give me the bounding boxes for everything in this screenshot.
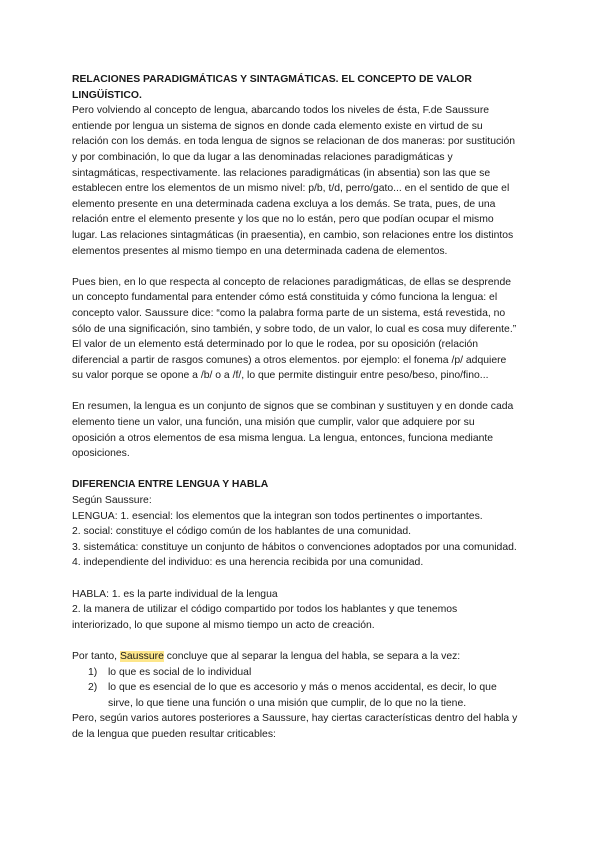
closing-paragraph: Pero, según varios autores posteriores a Saussure, hay ciertas características dentro del habla y de la lengua que pueden resultar criticables:: [72, 713, 518, 740]
section-heading-relaciones: RELACIONES PARADIGMÁTICAS Y SINTAGMÁTICAS. EL CONCEPTO DE VALOR LINGÜÍSTICO.: [72, 74, 472, 101]
intro-segun-saussure: Según Saussure:: [72, 495, 152, 507]
list-item-number: 2): [88, 682, 98, 694]
list-item: [88, 680, 518, 711]
document-body: [72, 72, 518, 743]
conclusion-pre: Por tanto,: [72, 650, 120, 662]
list-item-text: lo que es social de lo individual: [108, 666, 252, 678]
separation-list: [72, 665, 518, 712]
habla-item-1: HABLA: 1. es la parte individual de la lengua: [72, 588, 278, 600]
lengua-item-1: LENGUA: 1. esencial: los elementos que la integran son todos pertinentes o importantes.: [72, 510, 483, 522]
lengua-item-4: 4. independiente del individuo: es una herencia recibida por una comunidad.: [72, 557, 424, 569]
list-item-text: lo que es esencial de lo que es accesorio y más o menos accidental, es decir, lo que sirve, lo que tiene una función o una misión que cumplir, de lo que no la tiene.: [108, 682, 497, 709]
conclusion-post: concluye que al separar la lengua del habla, se separa a la vez:: [163, 650, 461, 662]
paragraph-resumen: En resumen, la lengua es un conjunto de signos que se combinan y sustituyen y en donde cada elemento tiene un valor, una función, una misión que cumplir, valor que adquiere por su oposición a otros elementos de esa misma lengua. La lengua, entonces, funciona mediante oposiciones.: [72, 401, 514, 460]
conclusion-paragraph: [72, 649, 518, 665]
paragraph-lengua-sistema: Pero volviendo al concepto de lengua, abarcando todos los niveles de ésta, F.de Saussure entiende por lengua un sistema de signos en donde cada elemento existe en virtud de su relación con los demás. en toda lengua de signos se relacionan de dos maneras: por sustitución y por combinación, lo que da lugar a las denominadas relaciones paradigmáticas y sintagmáticas, respectivamente. las relaciones paradigmáticas (in absentia) son las que se establecen entre los elementos de un mismo nivel: p/b, t/d, perro/gato... en el sentido de que el elemento presente en una determinada cadena excluya a los demás. Se trata, pues, de una relación entre el elemento presente y los que no lo están, pero que podían ocupar el mismo lugar. Las relaciones sintagmáticas (in praesentia), en cambio, son relaciones entre los distintos elementos presentes al mismo tiempo en una determinada cadena de elementos.: [72, 105, 516, 257]
paragraph-concepto-valor: Pues bien, en lo que respecta al concepto de relaciones paradigmáticas, de ellas se desprende un concepto fundamental para entender cómo está constituida y cómo funciona la lengua: el concepto valor. Saussure dice: “como la palabra forma parte de un sistema, está revestida, no sólo de una significación, sino también, y sobre todo, de un valor, lo cual es cosa muy diferente.” El valor de un elemento está determinado por lo que le rodea, por su oposición (relación diferencial a partir de rasgos comunes) a otros elementos. por ejemplo: el fonema /p/ adquiere su valor porque se opone a /b/ o a /f/, lo que permite distinguir entre peso/beso, pino/fino...: [72, 276, 517, 382]
lengua-item-2: 2. social: constituye el código común de los hablantes de una comunidad.: [72, 526, 412, 538]
habla-item-2: 2. la manera de utilizar el código compartido por todos los hablantes y que tenemos interiorizado, lo que supone al mismo tiempo un acto de creación.: [72, 604, 458, 631]
list-item-number: 1): [88, 666, 98, 678]
section-heading-lengua-habla: DIFERENCIA ENTRE LENGUA Y HABLA: [72, 479, 269, 491]
list-item: [88, 665, 518, 681]
lengua-item-3: 3. sistemática: constituye un conjunto de hábitos o convenciones adoptados por una comunidad.: [72, 541, 517, 553]
highlighted-saussure: Saussure: [119, 650, 164, 662]
